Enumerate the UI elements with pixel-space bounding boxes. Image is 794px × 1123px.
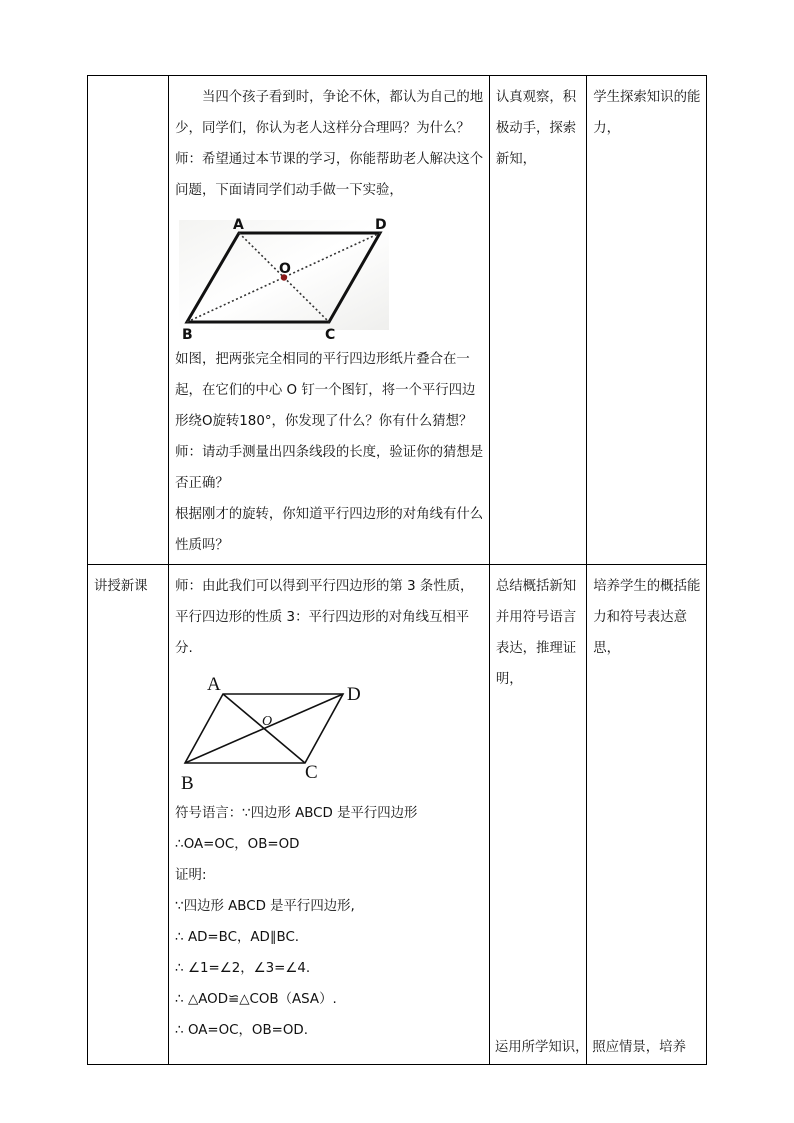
proof-line: 符号语言：∵四边形 ABCD 是平行四边形 (175, 806, 418, 821)
stage-label (88, 76, 168, 82)
vertex-label-c: C (325, 327, 336, 342)
vertex-label-c: C (305, 762, 318, 783)
design-intent-text: 学生探索知识的能力， (593, 90, 701, 136)
paragraph: 师：希望通过本节课的学习，你能帮助老人解决这个问题，下面请同学们动手做一下实验， (175, 152, 484, 198)
student-activity-cell (489, 76, 586, 565)
paragraph: 当四个孩子看到时，争论不休，都认为自己的地少，同学们，你认为老人这样分合理吗？为什么？ (175, 90, 484, 136)
proof-line: ∴OA=OC，OB=OD (175, 837, 300, 852)
stage-cell (88, 76, 169, 565)
design-intent-cell (587, 565, 707, 1065)
design-intent-text: 培养学生的概括能力和符号表达意思， (593, 579, 701, 656)
parallelogram-diagram (177, 672, 377, 796)
table-row (88, 565, 707, 1065)
table-row (88, 76, 707, 565)
proof-line: 证明: (175, 868, 207, 883)
stage-cell (88, 565, 169, 1065)
vertex-label-a: A (207, 674, 221, 695)
design-intent-continued: 照应情景，培养 (592, 1040, 686, 1055)
vertex-label-d: D (347, 684, 361, 705)
vertex-label-b: B (182, 327, 193, 342)
proof-line: ∴ △AOD≌△COB（ASA）. (175, 992, 337, 1007)
proof-line: ∴ ∠1=∠2，∠3=∠4. (175, 961, 311, 976)
vertex-label-d: D (375, 217, 387, 233)
lesson-plan-table (87, 75, 707, 1065)
student-activity-continued: 运用所学知识， (494, 1040, 589, 1055)
content-cell (169, 76, 490, 565)
proof-line: ∴ AD=BC，AD∥BC. (175, 930, 300, 945)
vertex-label-b: B (181, 773, 194, 794)
proof-line: ∴ OA=OC，OB=OD. (175, 1023, 308, 1038)
vertex-label-a: A (233, 217, 245, 233)
design-intent-cell (587, 76, 707, 565)
student-activity-text: 总结概括新知并用符号语言表达，推理证明， (495, 579, 577, 687)
center-label-o: O (279, 261, 292, 277)
proof-line: ∵四边形 ABCD 是平行四边形, (175, 899, 355, 914)
parallelogram-photo-figure (179, 212, 389, 342)
student-activity-cell (489, 565, 589, 1065)
paragraph: 如图，把两张完全相同的平行四边形纸片叠合在一起，在它们的中心 O 钉一个图钉，将一个平行四边形绕O旋转180°，你发现了什么？你有什么猜想？ (175, 352, 476, 429)
paragraph: 根据刚才的旋转，你知道平行四边形的对角线有什么性质吗？ (175, 507, 484, 553)
content-cell (169, 565, 490, 1065)
paragraph: 师：请动手测量出四条线段的长度，验证你的猜想是否正确？ (175, 445, 484, 491)
center-label-o: O (262, 714, 273, 729)
paragraph: 师：由此我们可以得到平行四边形的第 3 条性质，平行四边形的性质 3：平行四边形的对角线互相平分. (175, 579, 474, 656)
stage-label: 讲授新课 (94, 579, 148, 594)
student-activity-text: 认真观察，积极动手，探索新知， (495, 90, 577, 167)
